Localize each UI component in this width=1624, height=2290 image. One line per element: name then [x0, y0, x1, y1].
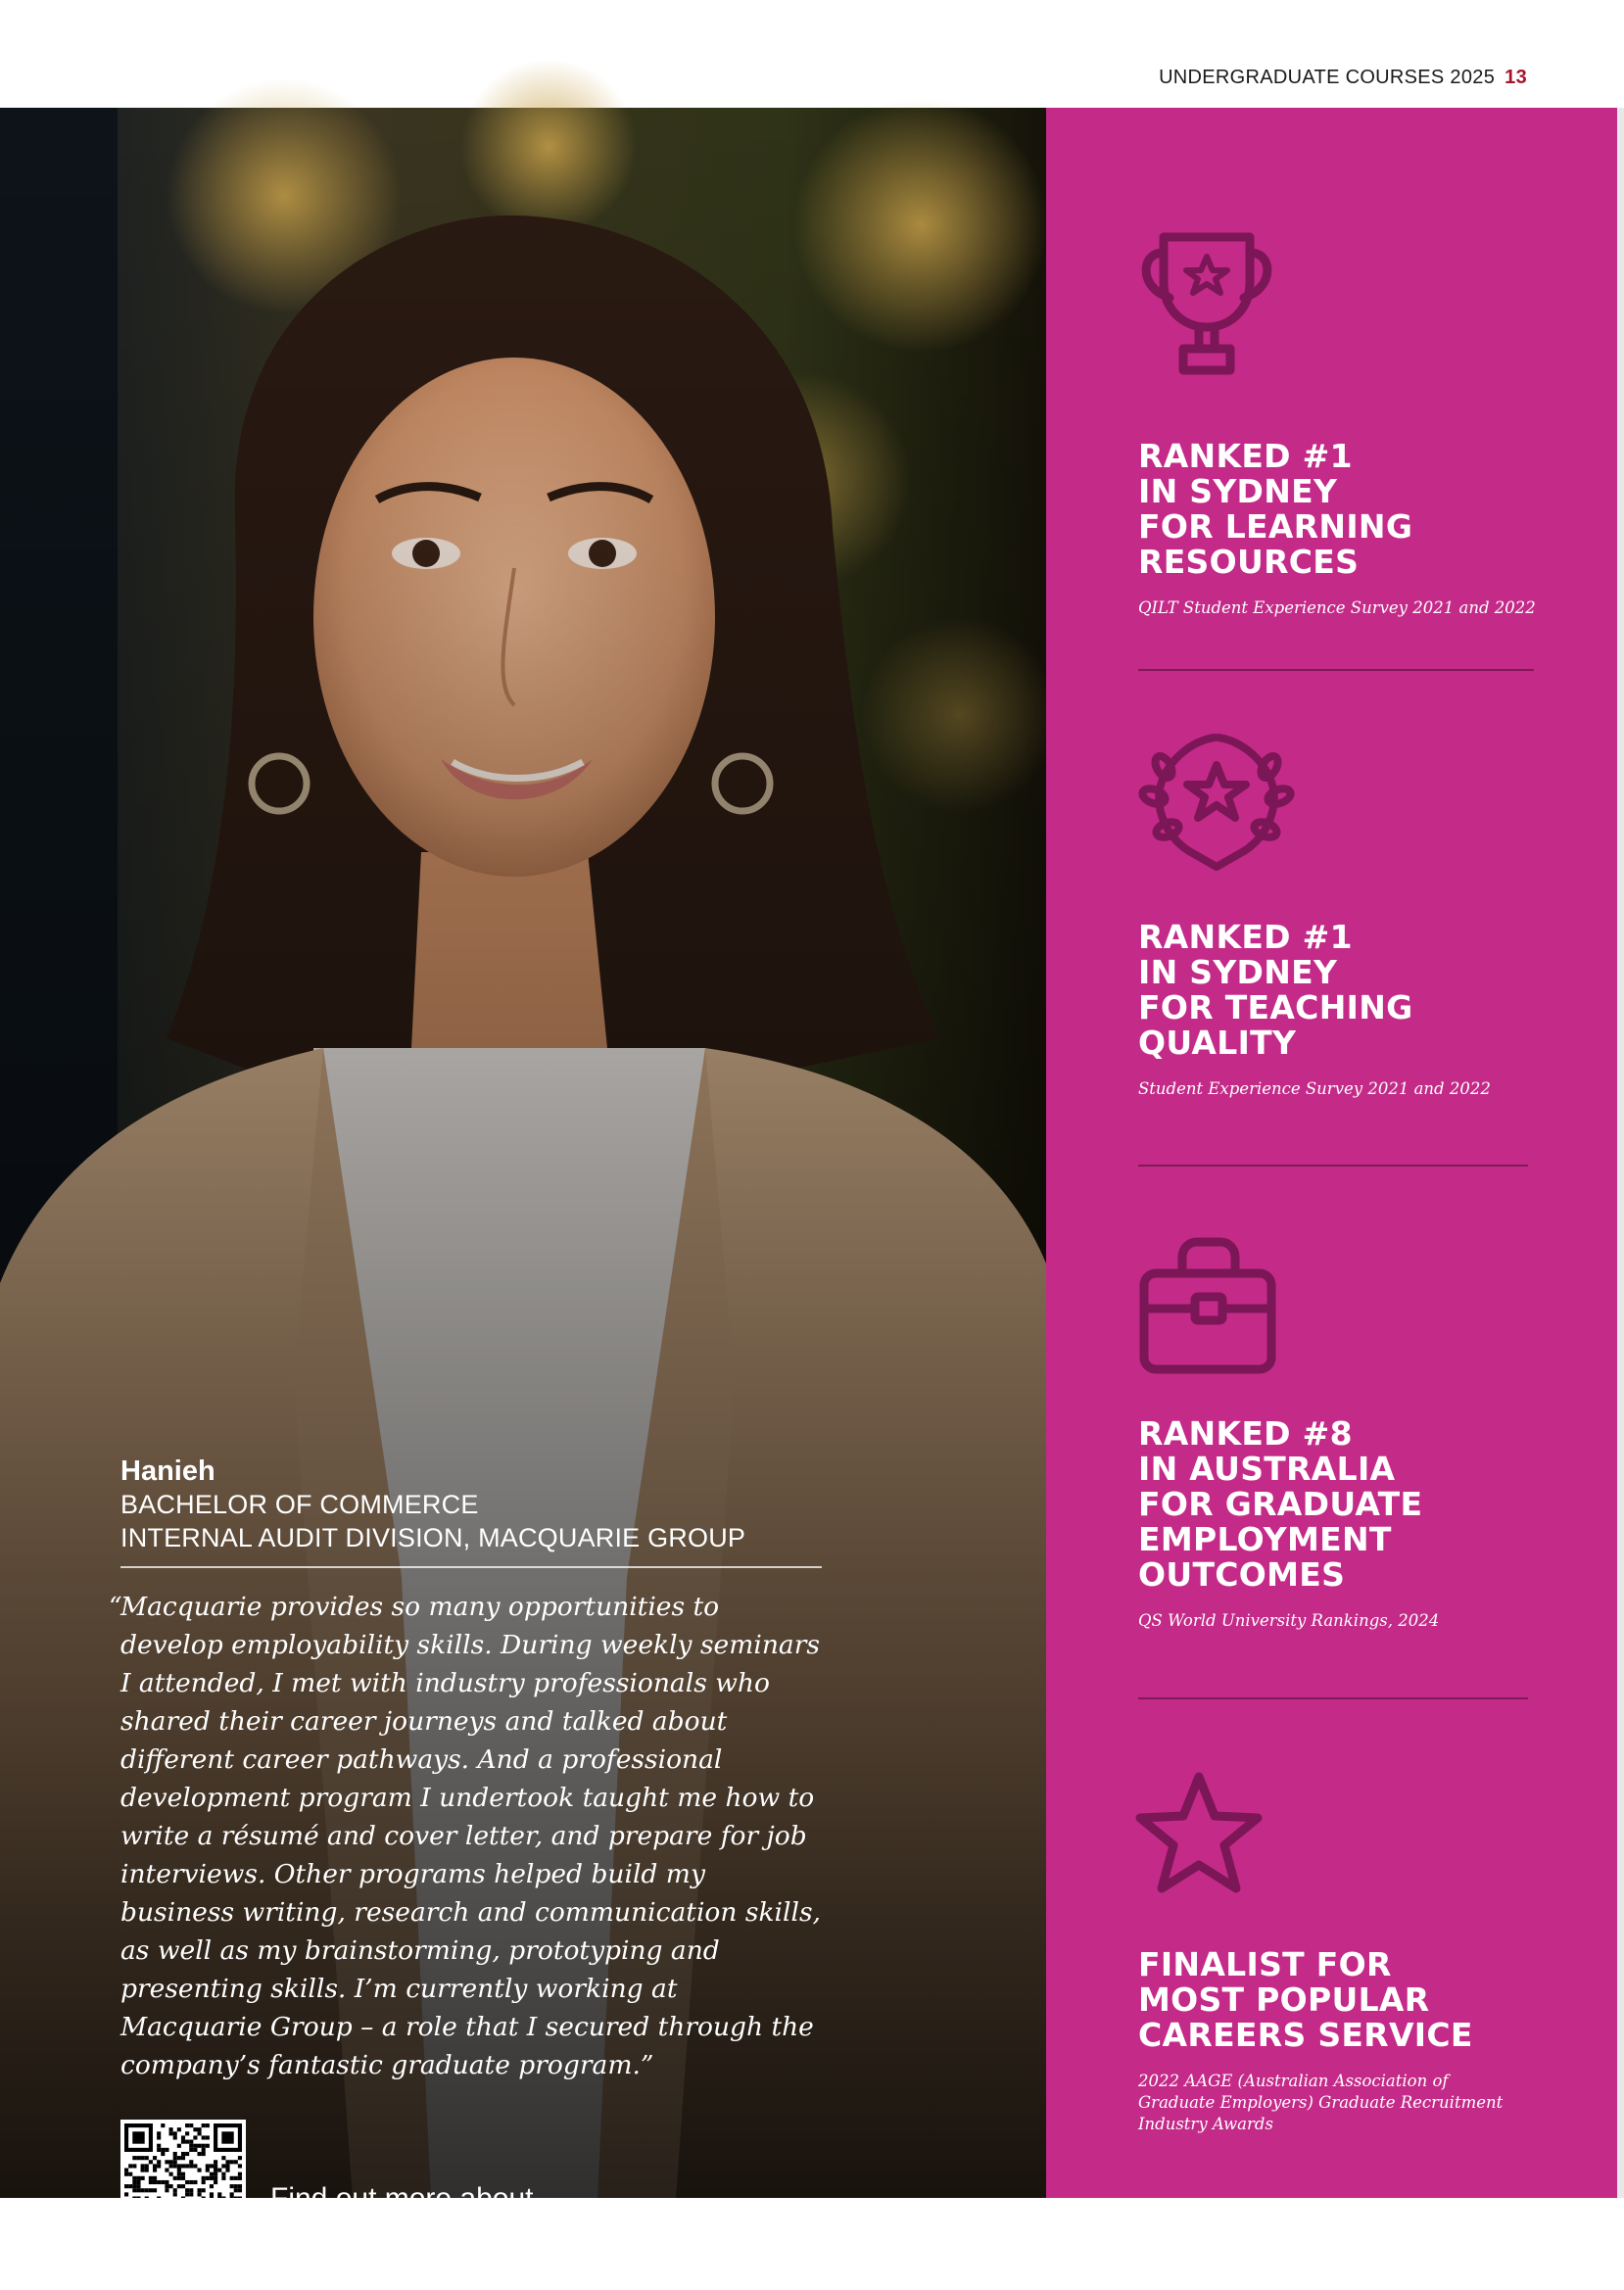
stat-divider [1138, 1697, 1528, 1699]
stat-source: QILT Student Experience Survey 2021 and 2022 [1138, 598, 1536, 617]
stat-title: FINALIST FOR MOST POPULAR CAREERS SERVICE [1138, 1945, 1473, 2054]
stat-graduate-employment [1138, 1236, 1589, 1632]
stat-divider [1138, 1165, 1528, 1167]
stat-divider [1138, 669, 1534, 671]
stat-title: RANKED #1 IN SYDNEY FOR LEARNING RESOURCES [1138, 437, 1413, 581]
page-bottom-margin [0, 2198, 1624, 2290]
running-header [1159, 67, 1527, 89]
stat-title: RANKED #8 IN AUSTRALIA FOR GRADUATE EMPLOYMENT OUTCOMES [1138, 1414, 1423, 1594]
quote-text: Macquarie provides so many opportunities to develop employability skills. During weekly seminars I attended, I met with industry professionals who shared their career journeys and talked about different career pathways. And a professional development program I undertook taught me how to write a résumé and cover letter, and prepare for job interviews. Other programs helped build my business writing, research and communication skills, as well as my brainstorming, prototyping and presenting skills. I’m currently working at Macquarie Group – a role that I secured through the company’s fantastic graduate program.” [120, 1592, 821, 2080]
star-icon [1138, 1771, 1266, 1898]
caption-divider [120, 1566, 822, 1568]
header-title: UNDERGRADUATE COURSES 2025 [1159, 67, 1496, 88]
stat-source: Student Experience Survey 2021 and 2022 [1138, 1079, 1491, 1098]
laurel-star-icon [1138, 728, 1295, 875]
portrait-photo-panel [0, 108, 1046, 2198]
testimonial-caption [109, 1455, 826, 2084]
trophy-icon [1138, 223, 1285, 390]
stat-learning-resources [1138, 223, 1589, 619]
stat-source: 2022 AAGE (Australian Association of Graduate Employers) Graduate Recruitment Industry Awards [1138, 2072, 1504, 2133]
stat-title: RANKED #1 IN SYDNEY FOR TEACHING QUALITY [1138, 918, 1413, 1062]
page-number: 13 [1505, 67, 1527, 88]
student-role: INTERNAL AUDIT DIVISION, MACQUARIE GROUP [120, 1523, 746, 1552]
student-degree: BACHELOR OF COMMERCE [120, 1490, 479, 1519]
quote-open-mark: “ [109, 1592, 122, 1622]
stat-careers-service [1138, 1771, 1589, 2135]
testimonial-quote [109, 1588, 826, 2084]
student-name: Hanieh [120, 1455, 215, 1487]
briefcase-icon [1138, 1236, 1285, 1383]
stat-teaching-quality [1138, 728, 1589, 1100]
rankings-panel [1046, 108, 1624, 2198]
page-edge [1617, 108, 1624, 2198]
stat-source: QS World University Rankings, 2024 [1138, 1611, 1440, 1630]
